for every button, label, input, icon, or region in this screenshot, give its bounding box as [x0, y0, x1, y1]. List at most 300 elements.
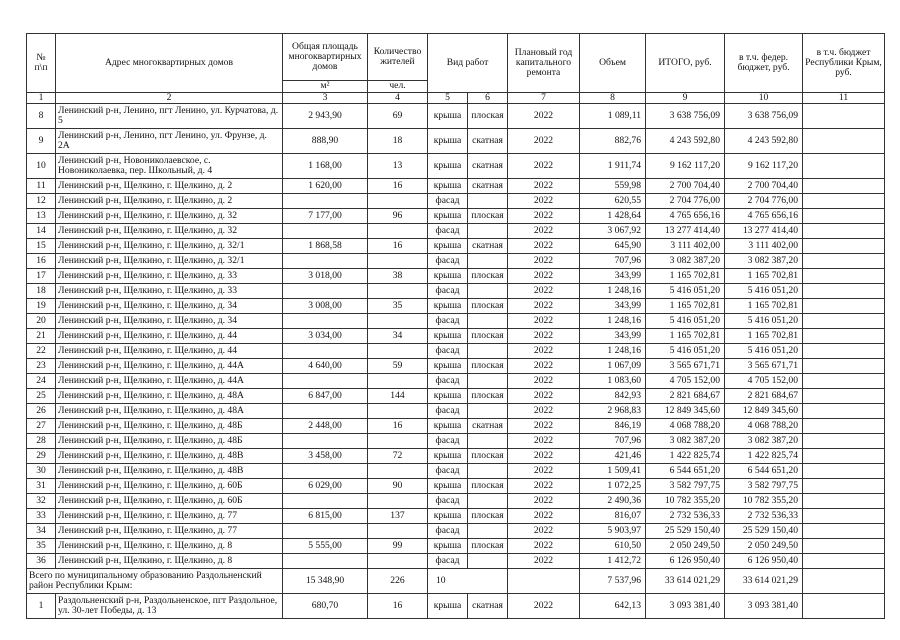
address-cell: Ленинский р-н, Щелкино, г. Щелкино, д. 33	[56, 269, 283, 284]
address-cell: Ленинский р-н, Щелкино, г. Щелкино, д. 44	[56, 329, 283, 344]
volume-cell: 1 911,74	[580, 154, 646, 179]
area-cell: 5 555,00	[283, 539, 368, 554]
year-cell: 2022	[508, 269, 580, 284]
row-number: 29	[27, 449, 56, 464]
roof-type-cell	[468, 224, 508, 239]
row-number: 21	[27, 329, 56, 344]
federal-cell: 5 416 051,20	[725, 344, 803, 359]
federal-cell: 2 704 776,00	[725, 194, 803, 209]
area-cell	[283, 194, 368, 209]
volume-cell: 645,90	[580, 239, 646, 254]
table-row	[27, 224, 885, 239]
unit-residents: чел.	[368, 81, 428, 93]
roof-type-cell: плоская	[468, 104, 508, 129]
roof-type-cell: плоская	[468, 539, 508, 554]
total-cell: 4 765 656,16	[646, 209, 725, 224]
roof-type-cell: скатная	[468, 179, 508, 194]
col-header-address: Адрес многоквартирных домов	[56, 34, 283, 93]
crimea-cell	[803, 129, 885, 154]
roof-type-cell	[468, 314, 508, 329]
column-number: 5	[428, 93, 468, 104]
table-row	[27, 179, 885, 194]
address-cell: Раздольненский р-н, Раздольненское, пгт Раздольное, ул. 30-лет Победы, д. 13	[56, 594, 283, 619]
federal-cell: 4 765 656,16	[725, 209, 803, 224]
address-cell: Ленинский р-н, Щелкино, г. Щелкино, д. 48А	[56, 389, 283, 404]
area-cell: 680,70	[283, 594, 368, 619]
residents-cell: 144	[368, 389, 428, 404]
total-cell: 25 529 150,40	[646, 524, 725, 539]
area-cell	[283, 254, 368, 269]
crimea-cell	[803, 179, 885, 194]
roof-type-cell: плоская	[468, 209, 508, 224]
total-cell: 9 162 117,20	[646, 154, 725, 179]
total-cell: 13 277 414,40	[646, 224, 725, 239]
address-cell: Ленинский р-н, Щелкино, г. Щелкино, д. 48Б	[56, 419, 283, 434]
table-row	[27, 419, 885, 434]
total-cell: 6 126 950,40	[646, 554, 725, 569]
federal-cell: 3 638 756,09	[725, 104, 803, 129]
year-cell: 2022	[508, 374, 580, 389]
table-row	[27, 104, 885, 129]
year-cell: 2022	[508, 254, 580, 269]
federal-cell: 5 416 051,20	[725, 314, 803, 329]
roof-type-cell	[468, 434, 508, 449]
row-number: 9	[27, 129, 56, 154]
area-cell	[283, 494, 368, 509]
roof-type-cell	[468, 254, 508, 269]
area-cell: 3 034,00	[283, 329, 368, 344]
residents-cell: 72	[368, 449, 428, 464]
roof-type-cell: плоская	[468, 449, 508, 464]
residents-cell	[368, 194, 428, 209]
residents-cell: 35	[368, 299, 428, 314]
work-object-cell: фасад	[428, 254, 468, 269]
residents-cell	[368, 224, 428, 239]
roof-type-cell: плоская	[468, 389, 508, 404]
year-cell: 2022	[508, 224, 580, 239]
area-cell	[283, 224, 368, 239]
volume-cell: 343,99	[580, 299, 646, 314]
residents-cell	[368, 524, 428, 539]
year-cell: 2022	[508, 344, 580, 359]
federal-cell: 6 126 950,40	[725, 554, 803, 569]
roof-type-cell	[468, 194, 508, 209]
total-cell: 2 700 704,40	[646, 179, 725, 194]
total-cell: 3 082 387,20	[646, 254, 725, 269]
total-cell: 1 165 702,81	[646, 329, 725, 344]
address-cell: Ленинский р-н, Щелкино, г. Щелкино, д. 2	[56, 179, 283, 194]
volume-cell: 1 248,16	[580, 314, 646, 329]
address-cell: Ленинский р-н, Щелкино, г. Щелкино, д. 33	[56, 284, 283, 299]
row-number: 22	[27, 344, 56, 359]
federal-cell: 10 782 355,20	[725, 494, 803, 509]
table-row	[27, 284, 885, 299]
total-cell: 2 821 684,67	[646, 389, 725, 404]
total-cell: 2 732 536,33	[646, 509, 725, 524]
federal-cell: 25 529 150,40	[725, 524, 803, 539]
address-cell: Ленинский р-н, Щелкино, г. Щелкино, д. 32/1	[56, 254, 283, 269]
row-number: 27	[27, 419, 56, 434]
work-object-cell: крыша	[428, 449, 468, 464]
total-crimea	[803, 569, 885, 594]
table-row	[27, 154, 885, 179]
crimea-cell	[803, 389, 885, 404]
crimea-cell	[803, 284, 885, 299]
work-object-cell: фасад	[428, 374, 468, 389]
row-number: 16	[27, 254, 56, 269]
work-object-cell: крыша	[428, 239, 468, 254]
roof-type-cell	[468, 554, 508, 569]
address-cell: Ленинский р-н, Щелкино, г. Щелкино, д. 32/1	[56, 239, 283, 254]
volume-cell: 343,99	[580, 329, 646, 344]
total-residents: 226	[368, 569, 428, 594]
year-cell: 2022	[508, 239, 580, 254]
row-number: 25	[27, 389, 56, 404]
total-cell: 1 422 825,74	[646, 449, 725, 464]
residents-cell	[368, 554, 428, 569]
volume-cell: 3 067,92	[580, 224, 646, 239]
volume-cell: 707,96	[580, 254, 646, 269]
federal-cell: 3 082 387,20	[725, 434, 803, 449]
year-cell: 2022	[508, 404, 580, 419]
column-number: 2	[56, 93, 283, 104]
table-row	[27, 554, 885, 569]
residents-cell: 18	[368, 129, 428, 154]
year-cell: 2022	[508, 389, 580, 404]
year-cell: 2022	[508, 299, 580, 314]
volume-cell: 882,76	[580, 129, 646, 154]
area-cell: 1 620,00	[283, 179, 368, 194]
year-cell: 2022	[508, 154, 580, 179]
area-cell	[283, 434, 368, 449]
roof-type-cell: плоская	[468, 329, 508, 344]
column-number: 7	[508, 93, 580, 104]
area-cell: 888,90	[283, 129, 368, 154]
year-cell: 2022	[508, 434, 580, 449]
federal-cell: 3 093 381,40	[725, 594, 803, 619]
residents-cell	[368, 464, 428, 479]
table-row	[27, 254, 885, 269]
residents-cell: 137	[368, 509, 428, 524]
volume-cell: 846,19	[580, 419, 646, 434]
area-cell	[283, 554, 368, 569]
year-cell: 2022	[508, 494, 580, 509]
area-cell: 1 168,00	[283, 154, 368, 179]
row-number: 19	[27, 299, 56, 314]
crimea-cell	[803, 449, 885, 464]
roof-type-cell: скатная	[468, 154, 508, 179]
federal-cell: 9 162 117,20	[725, 154, 803, 179]
row-number: 28	[27, 434, 56, 449]
total-cell: 2 050 249,50	[646, 539, 725, 554]
federal-cell: 2 821 684,67	[725, 389, 803, 404]
roof-type-cell: плоская	[468, 299, 508, 314]
col-header-year: Плановый год капитального ремонта	[508, 34, 580, 93]
crimea-cell	[803, 194, 885, 209]
residents-cell	[368, 434, 428, 449]
federal-cell: 4 068 788,20	[725, 419, 803, 434]
address-cell: Ленинский р-н, Щелкино, г. Щелкино, д. 32	[56, 209, 283, 224]
work-object-cell: крыша	[428, 299, 468, 314]
volume-cell: 1 067,09	[580, 359, 646, 374]
total-cell: 3 582 797,75	[646, 479, 725, 494]
col-header-number: № п\п	[27, 34, 56, 93]
work-object-cell: крыша	[428, 154, 468, 179]
year-cell: 2022	[508, 509, 580, 524]
volume-cell: 1 248,16	[580, 284, 646, 299]
work-object-cell: фасад	[428, 224, 468, 239]
residents-cell	[368, 284, 428, 299]
residents-cell: 99	[368, 539, 428, 554]
column-number: 10	[725, 93, 803, 104]
address-cell: Ленинский р-н, Щелкино, г. Щелкино, д. 44	[56, 344, 283, 359]
year-cell: 2022	[508, 104, 580, 129]
total-cell: 5 416 051,20	[646, 314, 725, 329]
residents-cell	[368, 254, 428, 269]
area-cell: 1 868,58	[283, 239, 368, 254]
year-cell: 2022	[508, 479, 580, 494]
address-cell: Ленинский р-н, Щелкино, г. Щелкино, д. 60Б	[56, 479, 283, 494]
year-cell: 2022	[508, 359, 580, 374]
total-cell: 1 165 702,81	[646, 299, 725, 314]
crimea-cell	[803, 434, 885, 449]
total-cell: 3 638 756,09	[646, 104, 725, 129]
residents-cell	[368, 344, 428, 359]
total-label: Всего по муниципальному образованию Раздольненский район Республики Крым:	[27, 569, 283, 594]
row-number: 30	[27, 464, 56, 479]
year-cell: 2022	[508, 284, 580, 299]
row-number: 20	[27, 314, 56, 329]
work-object-cell: фасад	[428, 344, 468, 359]
column-number: 11	[803, 93, 885, 104]
column-number-row	[27, 93, 885, 104]
residents-cell	[368, 494, 428, 509]
work-object-cell: крыша	[428, 329, 468, 344]
federal-cell: 2 732 536,33	[725, 509, 803, 524]
address-cell: Ленинский р-н, Щелкино, г. Щелкино, д. 60Б	[56, 494, 283, 509]
address-cell: Ленинский р-н, Щелкино, г. Щелкино, д. 34	[56, 314, 283, 329]
address-cell: Ленинский р-н, Щелкино, г. Щелкино, д. 8	[56, 554, 283, 569]
area-cell: 6 847,00	[283, 389, 368, 404]
year-cell: 2022	[508, 464, 580, 479]
total-year	[508, 569, 580, 594]
row-number: 8	[27, 104, 56, 129]
roof-type-cell: скатная	[468, 129, 508, 154]
total-cell: 6 544 651,20	[646, 464, 725, 479]
area-cell	[283, 464, 368, 479]
crimea-cell	[803, 594, 885, 619]
address-cell: Ленинский р-н, Щелкино, г. Щелкино, д. 48А	[56, 404, 283, 419]
federal-cell: 2 700 704,40	[725, 179, 803, 194]
area-cell: 6 815,00	[283, 509, 368, 524]
federal-cell: 3 582 797,75	[725, 479, 803, 494]
work-object-cell: крыша	[428, 269, 468, 284]
work-object-cell: крыша	[428, 179, 468, 194]
crimea-cell	[803, 539, 885, 554]
address-cell: Ленинский р-н, Щелкино, г. Щелкино, д. 8	[56, 539, 283, 554]
residents-cell: 96	[368, 209, 428, 224]
col-header-work-type: Вид работ	[428, 34, 508, 93]
crimea-cell	[803, 404, 885, 419]
row-number: 12	[27, 194, 56, 209]
year-cell: 2022	[508, 594, 580, 619]
crimea-cell	[803, 329, 885, 344]
residents-cell	[368, 314, 428, 329]
residents-cell: 90	[368, 479, 428, 494]
roof-type-cell	[468, 284, 508, 299]
work-object-cell: крыша	[428, 539, 468, 554]
table-row	[27, 434, 885, 449]
table-row	[27, 509, 885, 524]
federal-cell: 3 111 402,00	[725, 239, 803, 254]
address-cell: Ленинский р-н, Щелкино, г. Щелкино, д. 2	[56, 194, 283, 209]
address-cell: Ленинский р-н, Щелкино, г. Щелкино, д. 44А	[56, 359, 283, 374]
total-federal: 33 614 021,29	[725, 569, 803, 594]
residents-cell: 59	[368, 359, 428, 374]
volume-cell: 343,99	[580, 269, 646, 284]
crimea-cell	[803, 269, 885, 284]
volume-cell: 620,55	[580, 194, 646, 209]
table-row	[27, 344, 885, 359]
volume-cell: 610,50	[580, 539, 646, 554]
roof-type-cell: скатная	[468, 419, 508, 434]
address-cell: Ленинский р-н, Щелкино, г. Щелкино, д. 32	[56, 224, 283, 239]
total-cell: 3 111 402,00	[646, 239, 725, 254]
col-header-residents: Количество жителей	[368, 34, 428, 81]
roof-type-cell	[468, 494, 508, 509]
residents-cell: 38	[368, 269, 428, 284]
roof-type-cell	[468, 464, 508, 479]
column-number: 1	[27, 93, 56, 104]
year-cell: 2022	[508, 209, 580, 224]
address-cell: Ленинский р-н, Ленино, пгт Ленино, ул. Фрунзе, д. 2А	[56, 129, 283, 154]
work-object-cell: крыша	[428, 104, 468, 129]
roof-type-cell: плоская	[468, 509, 508, 524]
work-object-cell: фасад	[428, 464, 468, 479]
year-cell: 2022	[508, 129, 580, 154]
federal-cell: 1 165 702,81	[725, 329, 803, 344]
row-number: 1	[27, 594, 56, 619]
crimea-cell	[803, 524, 885, 539]
residents-cell: 16	[368, 594, 428, 619]
column-number: 4	[368, 93, 428, 104]
total-cell: 5 416 051,20	[646, 284, 725, 299]
volume-cell: 1 509,41	[580, 464, 646, 479]
year-cell: 2022	[508, 194, 580, 209]
work-object-cell: крыша	[428, 509, 468, 524]
area-cell	[283, 404, 368, 419]
total-cell: 3 565 671,71	[646, 359, 725, 374]
work-object-cell: фасад	[428, 284, 468, 299]
address-cell: Ленинский р-н, Щелкино, г. Щелкино, д. 48В	[56, 464, 283, 479]
crimea-cell	[803, 464, 885, 479]
total-area: 15 348,90	[283, 569, 368, 594]
col-header-area: Общая площадь многоквартирных домов	[283, 34, 368, 81]
address-cell: Ленинский р-н, Ленино, пгт Ленино, ул. Курчатова, д. 5	[56, 104, 283, 129]
volume-cell: 2 490,36	[580, 494, 646, 509]
row-number: 32	[27, 494, 56, 509]
table-row	[27, 524, 885, 539]
table-row	[27, 269, 885, 284]
year-cell: 2022	[508, 524, 580, 539]
row-number: 36	[27, 554, 56, 569]
volume-cell: 421,46	[580, 449, 646, 464]
total-cell: 1 165 702,81	[646, 269, 725, 284]
column-number: 3	[283, 93, 368, 104]
work-object-cell: фасад	[428, 194, 468, 209]
column-number: 6	[468, 93, 508, 104]
crimea-cell	[803, 239, 885, 254]
table-row	[27, 449, 885, 464]
work-object-cell: фасад	[428, 554, 468, 569]
total-cell: 12 849 345,60	[646, 404, 725, 419]
address-cell: Ленинский р-н, Щелкино, г. Щелкино, д. 48В	[56, 449, 283, 464]
area-cell: 2 943,90	[283, 104, 368, 129]
col-header-total: ИТОГО, руб.	[646, 34, 725, 93]
table-row	[27, 594, 885, 619]
federal-cell: 12 849 345,60	[725, 404, 803, 419]
federal-cell: 13 277 414,40	[725, 224, 803, 239]
row-number: 23	[27, 359, 56, 374]
crimea-cell	[803, 359, 885, 374]
address-cell: Ленинский р-н, Щелкино, г. Щелкино, д. 77	[56, 509, 283, 524]
table-row	[27, 539, 885, 554]
area-cell: 6 029,00	[283, 479, 368, 494]
col-header-crimea: в т.ч. бюджет Республики Крым, руб.	[803, 34, 885, 93]
crimea-cell	[803, 479, 885, 494]
federal-cell: 6 544 651,20	[725, 464, 803, 479]
federal-cell: 2 050 249,50	[725, 539, 803, 554]
address-cell: Ленинский р-н, Щелкино, г. Щелкино, д. 77	[56, 524, 283, 539]
table-row	[27, 404, 885, 419]
roof-type-cell: плоская	[468, 269, 508, 284]
work-object-cell: фасад	[428, 494, 468, 509]
federal-cell: 1 165 702,81	[725, 269, 803, 284]
area-cell	[283, 284, 368, 299]
roof-type-cell: скатная	[468, 594, 508, 619]
volume-cell: 1 089,11	[580, 104, 646, 129]
table-row	[27, 329, 885, 344]
crimea-cell	[803, 224, 885, 239]
residents-cell: 16	[368, 179, 428, 194]
volume-cell: 642,13	[580, 594, 646, 619]
volume-cell: 1 412,72	[580, 554, 646, 569]
work-object-cell: крыша	[428, 419, 468, 434]
area-cell: 4 640,00	[283, 359, 368, 374]
col-header-volume: Объем	[580, 34, 646, 93]
federal-cell: 1 422 825,74	[725, 449, 803, 464]
row-number: 26	[27, 404, 56, 419]
table-row	[27, 194, 885, 209]
volume-cell: 816,07	[580, 509, 646, 524]
crimea-cell	[803, 299, 885, 314]
total-cell: 4 705 152,00	[646, 374, 725, 389]
total-count: 10	[428, 569, 508, 594]
row-number: 31	[27, 479, 56, 494]
area-cell: 3 008,00	[283, 299, 368, 314]
area-cell	[283, 314, 368, 329]
work-object-cell: крыша	[428, 129, 468, 154]
year-cell: 2022	[508, 554, 580, 569]
year-cell: 2022	[508, 449, 580, 464]
residents-cell: 13	[368, 154, 428, 179]
crimea-cell	[803, 509, 885, 524]
address-cell: Ленинский р-н, Щелкино, г. Щелкино, д. 34	[56, 299, 283, 314]
work-object-cell: фасад	[428, 404, 468, 419]
area-cell	[283, 374, 368, 389]
residents-cell: 69	[368, 104, 428, 129]
row-number: 14	[27, 224, 56, 239]
